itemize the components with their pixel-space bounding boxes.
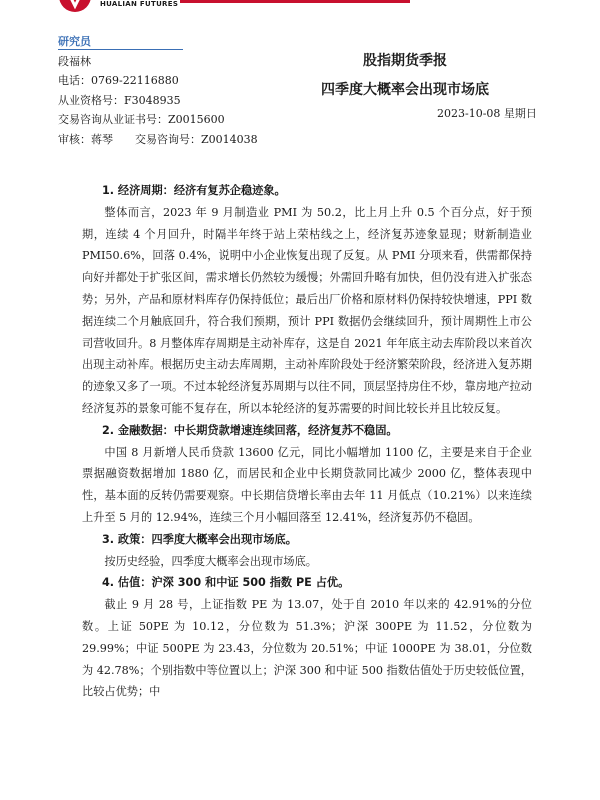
section-heading: 3. 政策：四季度大概率会出现市场底。	[102, 532, 297, 546]
author-phone: 电话：0769-22116880	[58, 74, 179, 87]
report-title	[300, 47, 510, 105]
author-reviewer: 审核：蒋琴 交易咨询号：Z0014038	[58, 132, 258, 146]
brand-name: HUALIAN FUTURES	[100, 0, 179, 8]
section-heading: 4. 估值：沪深 300 和中证 500 指数 PE 占优。	[102, 576, 350, 590]
hualian-logo-icon	[55, 0, 95, 14]
author-qualification: 从业资格号：F3048935	[58, 93, 181, 107]
role-divider	[58, 49, 183, 50]
section-heading: 1. 经济周期：经济有复苏企稳迹象。	[102, 184, 286, 197]
report-date: 2023-10-08 星期日	[437, 107, 537, 120]
author-consult-cert: 交易咨询从业证书号：Z0015600	[58, 113, 225, 126]
page-header	[0, 0, 600, 14]
section-paragraph: 整体而言，2023 年 9 月制造业 PMI 为 50.2，比上月上升 0.5 个百分点，好于预期，连续 4 个月回升，时隔半年终于站上荣枯线之上，经济复苏迹象显现；财新制造业 PMI50.6%，回落 0.4%，说明中小企业恢复出现了反复。从 PMI 分项来看，供需都保持向好并都处于扩张区间，需求增长仍然较为缓慢；外需回升略有加快，但仍没有进入扩张态势；另外，产品和原材料库存仍保持低位；最后出厂价格和原材料仍保持较快增速，PPI 数据连续二个月触底回升，符合我们预期，预计 PPI 数据仍会继续回升，预计周期性上市公司营收回升。8 月整体库存周期是主动补库存，这是自 2021 年年底主动去库阶段以来首次出现主动补库。根据历史主动去库周期，主动补库阶段处于经济繁荣阶段，经济进入复苏期的迹象又多了一项。不过本轮经济复苏周期与以往不同，顶层坚持房住不炒，靠房地产拉动经济复苏的景象可能不复存在，所以本轮经济的复苏需要的时间比较长并且比较反复。	[82, 205, 532, 415]
author-name: 段福林	[58, 54, 91, 68]
section-paragraph: 截止 9 月 28 号，上证指数 PE 为 13.07，处于自 2010 年以来的 42.91%的分位数。上证 50PE 为 10.12，分位数为 51.3%；沪深 300PE 为 11.52，分位数为 29.99%；中证 500PE 为 23.43，分位数为 20.51%；中证 1000PE 为 38.01，分位数为 42.78%；个别指数中等位置以上；沪深 300 和中证 500 指数估值处于历史较低位置，比较占优势；中	[82, 598, 532, 699]
section-heading: 2. 金融数据：中长期贷款增速连续回落，经济复苏不稳固。	[102, 423, 398, 437]
report-type: 股指期货季报	[363, 53, 447, 69]
section-paragraph: 中国 8 月新增人民币贷款 13600 亿元，同比小幅增加 1100 亿，主要是来自于企业票据融资数据增加 1880 亿，而居民和企业中长期贷款同比减少 2000 亿，整体表现中性，基本面的反转仍需要观察。中长期信贷增长率由去年 11 月低点（10.21%）以来连续上升至 5 月的 12.94%，连续三个月小幅回落至 12.41%，经济复苏仍不稳固。	[82, 445, 532, 524]
author-role: 研究员	[58, 35, 91, 48]
report-body	[82, 180, 532, 703]
report-headline: 四季度大概率会出现市场底	[321, 82, 489, 98]
header-red-bar	[180, 0, 410, 3]
section-paragraph: 按历史经验，四季度大概率会出现市场底。	[104, 554, 317, 568]
